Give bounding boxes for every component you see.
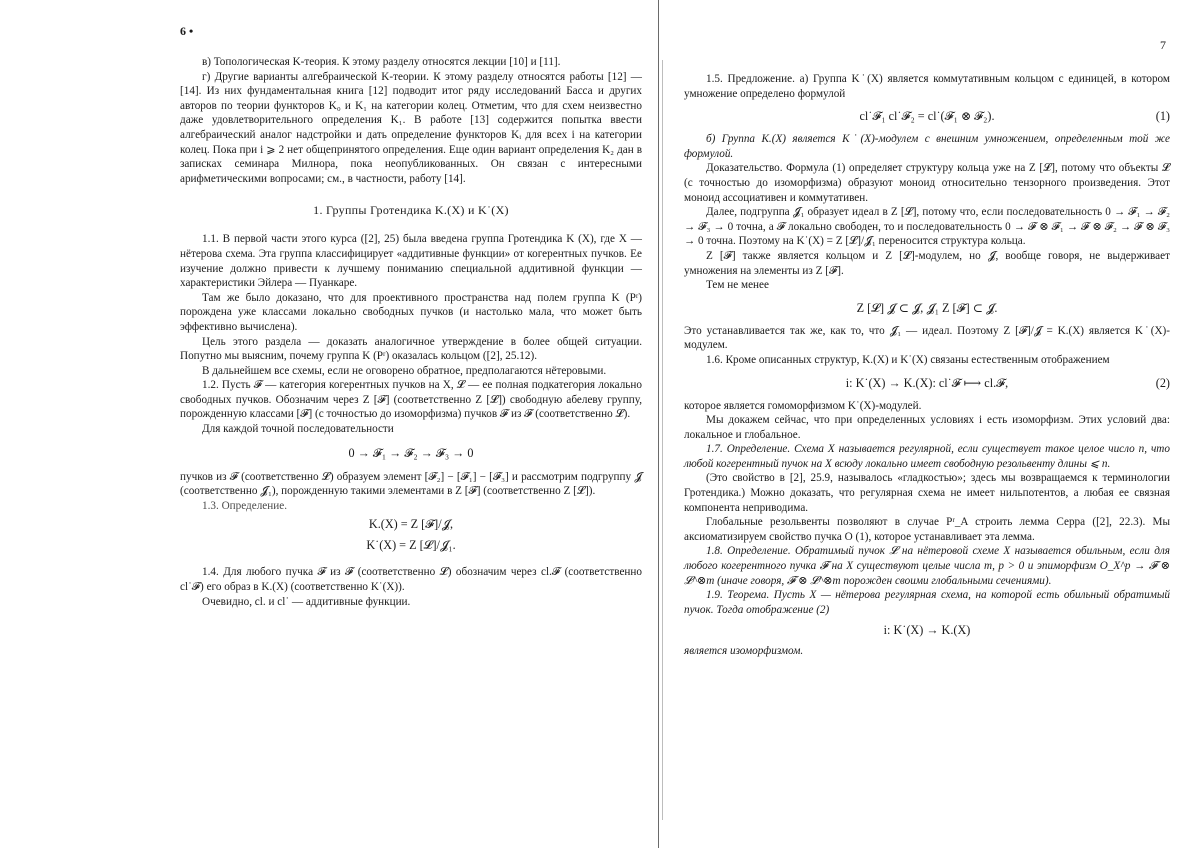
paragraph-1-2: 1.2. Пусть 𝓕 — категория когерентных пучков на X, 𝓛 — ее полная подкатегория локально свободных пучков. Обозначим через Z [𝓕] (соответственно Z [𝓛]) свободную абелеву группу, порожденную классами [𝓕] (с точностью до изоморфизма) пучков 𝓕 из 𝓕 (соответственно 𝓛).	[180, 379, 642, 421]
paragraph-noetherian: В дальнейшем все схемы, если не оговорено обратное, предполагаются нётеровыми.	[202, 364, 607, 377]
formula-1	[684, 109, 1170, 124]
page-number-left: 6 •	[180, 24, 194, 38]
page-number-right: 7	[1160, 38, 1166, 52]
formula-2-number: (2)	[1155, 375, 1170, 390]
formula-2	[684, 376, 1170, 391]
paragraph-1-3-heading: 1.3. Определение.	[202, 499, 287, 512]
proof-module: Z [𝓕] также является кольцом и Z [𝓛]-модулем, но 𝓙, вообще говоря, не выдерживает умножения на элементы из Z [𝓕].	[684, 249, 1170, 277]
paragraph-1-4: 1.4. Для любого пучка 𝓕 из 𝓕 (соответственно 𝓛) обозначим через cl.𝓕 (соответственно cl˙𝓕) его образ в K.(X) (соответственно K˙(X)).	[180, 566, 642, 594]
paragraph-ideal-result: Это устанавливается так же, как то, что 𝓙₁ — идеал. Поэтому Z [𝓕]/𝓙 = K.(X) является K˙(X)-модулем.	[684, 324, 1170, 352]
right-page	[668, 0, 1200, 848]
formula-ideal-inclusion: Z [𝓛] 𝓙 ⊂ 𝓙, 𝓙₁ Z [𝓕] ⊂ 𝓙.	[856, 300, 998, 315]
proposition-1-5b: б) Группа K.(X) является K˙(X)-модулем с внешним умножением, определенным той же формулой.	[684, 133, 1170, 160]
paragraph-projective-space: Там же было доказано, что для проективного пространства над полем группа K (Pʳ) порождена уже классами локально свободных пучков (и настолько мала, что может быть эффективно вычислена).	[180, 291, 642, 333]
paragraph-goal: Цель этого раздела — доказать аналогичное утверждение в более общей ситуации. Попутно мы выясним, почему группа K (Pʳ) оказалась кольцом ([2], 25.12).	[180, 335, 642, 363]
paragraph-additive: Очевидно, cl. и cl˙ — аддитивные функции.	[202, 595, 411, 608]
theorem-1-9: 1.9. Теорема. Пусть X — нётерова регулярная схема, на которой есть обильный обратимый пучок. Тогда отображение (2)	[684, 589, 1170, 616]
paragraph-global-resolvents: Глобальные резольвенты позволяют в случае Pʳ_A строить лемма Серра ([2], 22.3). Мы аксиоматизируем свойство пучка O (1), которое устанавливает эта лемма.	[684, 516, 1170, 543]
proof-ring-structure: Доказательство. Формула (1) определяет структуру кольца уже на Z [𝓛], потому что объекты 𝓛 (с точностью до изоморфизма) образуют моноид относительно тензорного произведения. Этот моноид ассоциативен и коммутативен.	[684, 162, 1170, 204]
formula-1-number: (1)	[1155, 109, 1170, 124]
book-spine	[652, 0, 666, 848]
paragraph-isomorphism-conditions: Мы докажем сейчас, что при определенных условиях i есть изоморфизм. Этих условий два: локальное и глобальное.	[684, 414, 1170, 441]
proof-ideal: Далее, подгруппа 𝓙₁ образует идеал в Z [𝓛], потому что, если последовательность 0 → 𝓕₁ → 𝓕₂ → 𝓕₃ → 0 точна, а 𝓕 локально свободен, то и последовательность 0 → 𝓕 ⊗ 𝓕₁ → 𝓕 ⊗ 𝓕₂ → 𝓕 ⊗ 𝓕₃ → 0 точна. Поэтому на K˙(X) = Z [𝓛]/𝓙₁ переносится структура кольца.	[684, 206, 1170, 248]
paragraph-smoothness: (Это свойство в [2], 25.9, называлось «гладкостью»; здесь мы возвращаемся к терминологии Гротендика.) Можно доказать, что регулярная схема не имеет нильпотентов, а любая ее связная компонента неприводима.	[684, 472, 1170, 514]
paragraph-topological-k: в) Топологическая K-теория. К этому разделу относятся лекции [10] и [11].	[202, 56, 561, 68]
section-title: 1. Группы Гротендика K.(X) и K˙(X)	[313, 203, 509, 218]
paragraph-other-k-variants: г) Другие варианты алгебраической K-теории. К этому разделу относятся работы [12] — [14]. Из них фундаментальная книга [12] подводит итог ряду исследований Басса и других авторов по теории функторов K₀ и K₁ на категории колец. Отметим, что для схем неизвестно даже удовлетворительного определения K₁. В работе [13] содержится попытка ввести алгебраический аналог надстройки и дать определение функторов Kᵢ для всех i на категории колец. Пока при i ⩾ 2 нет общепринятого определения. Еще один вариант определения K₂ дан в записках семинара Милнора, пока неопубликованных. Он связан с интересными арифметическими вопросами; см., в частности, работу [14].	[180, 70, 642, 185]
definition-1-7: 1.7. Определение. Схема X называется регулярной, если существует такое целое число n, что любой когерентный пучок на X всюду локально имеет свободную резольвенту длины ⩽ n.	[684, 443, 1170, 470]
paragraph-subgroup: пучков из 𝓕 (соответственно 𝓛) образуем элемент [𝓕₂] − [𝓕₁] − [𝓕₃] и рассмотрим подгруппу 𝓙 (соответственно 𝓙₁), порожденную такими элементами в Z [𝓕] (соответственно Z [𝓛]).	[180, 470, 642, 498]
paragraph-1-6: 1.6. Кроме описанных структур, K.(X) и K˙(X) связаны естественным отображением	[706, 353, 1110, 366]
theorem-1-9-end: является изоморфизмом.	[684, 645, 804, 658]
formula-k-upper: K˙(X) = Z [𝓛]/𝓙₁.	[366, 538, 456, 553]
definition-1-8: 1.8. Определение. Обратимый пучок 𝓛 на нётеровой схеме X называется обильным, если для любого когерентного пучка 𝓕 на X существуют целые числа m, p > 0 и эпиморфизм O_X^p → 𝓕 ⊗ 𝓛^⊗m (иначе говоря, 𝓕 ⊗ 𝓛^⊗m порожден своими глобальными сечениями).	[684, 545, 1170, 587]
formula-1-body: cl˙𝓕₁ cl˙𝓕₂ = cl˙(𝓕₁ ⊗ 𝓕₂).	[859, 109, 995, 124]
proposition-1-5a: 1.5. Предложение. а) Группа K˙(X) является коммутативным кольцом с единицей, в котором умножение определено формулой	[684, 73, 1170, 100]
formula-2-body: i: K˙(X) → K.(X): cl˙𝓕 ⟼ cl.𝓕,	[845, 375, 1009, 390]
formula-3: i: K˙(X) → K.(X)	[883, 623, 971, 638]
paragraph-exact-sequence-intro: Для каждой точной последовательности	[202, 423, 394, 436]
paragraph-homomorphism: которое является гомоморфизмом K˙(X)-модулей.	[684, 399, 922, 412]
formula-exact-sequence: 0 → 𝓕₁ → 𝓕₂ → 𝓕₃ → 0	[348, 445, 474, 460]
formula-k-lower: K.(X) = Z [𝓕]/𝓙,	[368, 517, 454, 532]
proof-nevertheless: Тем не менее	[706, 279, 769, 292]
paragraph-1-1: 1.1. В первой части этого курса ([2], 25) была введена группа Гротендика K (X), где X — нётерова схема. Эта группа классифицирует «аддитивные функции» от когерентных пучков. Ее изучение должно привести к лучшему пониманию специальной аддитивной функции — характеристики Эйлера — Пуанкаре.	[180, 233, 642, 290]
